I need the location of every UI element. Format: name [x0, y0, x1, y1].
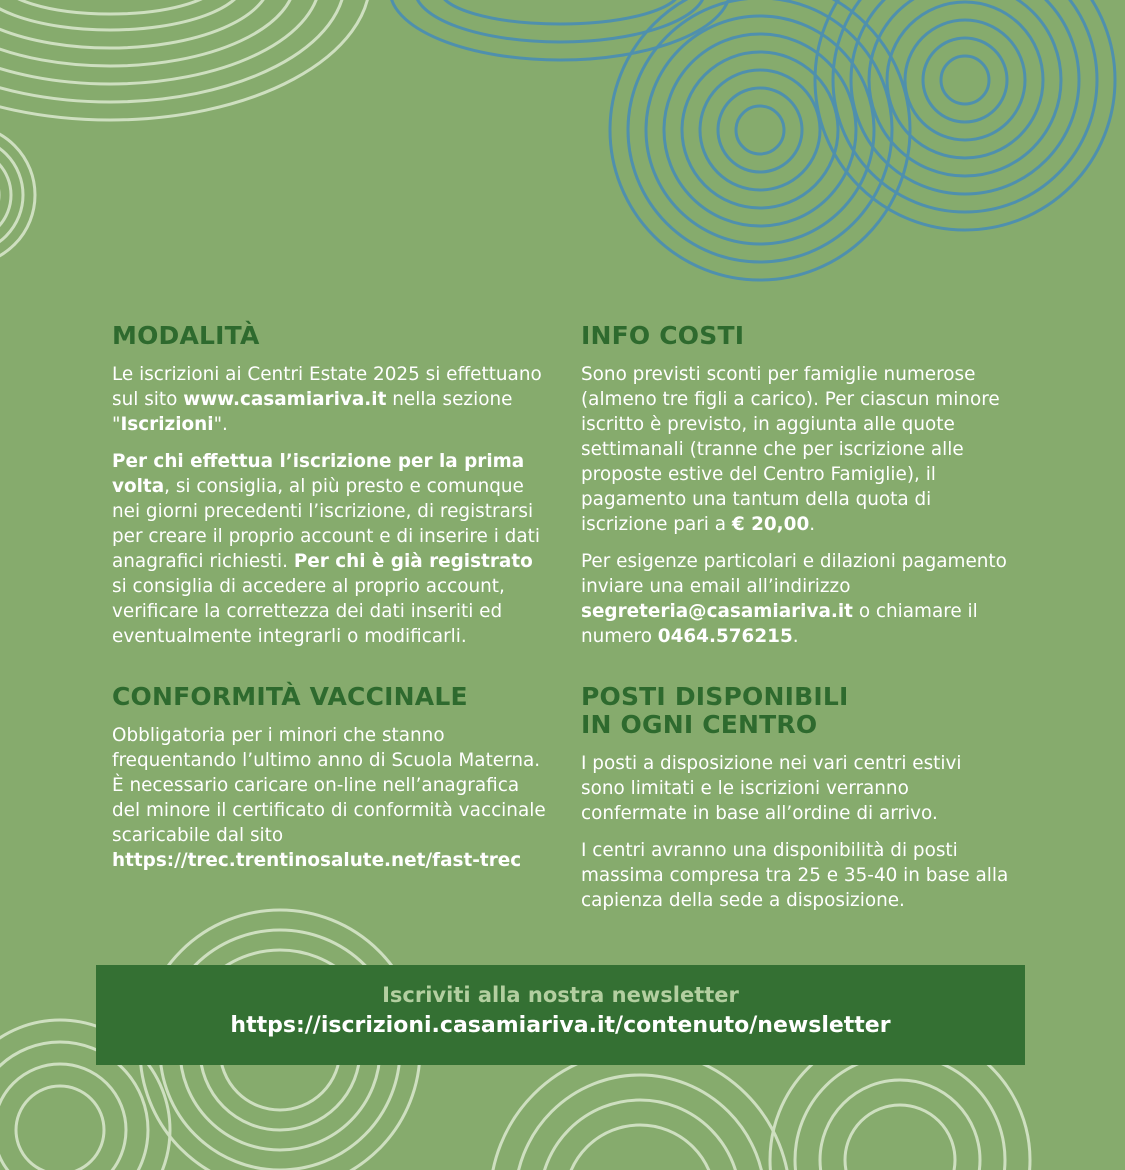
modalita-paragraph-1 — [112, 362, 552, 437]
website-link[interactable]: www.casamiariva.it — [183, 389, 387, 410]
section-vaccinale — [112, 683, 552, 873]
posti-heading — [581, 683, 1011, 739]
text-span: si consiglia di accedere al proprio account, verificare la correttezza dei dati inseriti ed eventualmente integrarli o modificarli. — [112, 576, 505, 647]
costi-paragraph-2 — [581, 549, 1011, 649]
costi-heading: INFO COSTI — [581, 321, 745, 350]
text-span: o chiamare il numero — [581, 601, 978, 647]
vaccinale-heading: CONFORMITÀ VACCINALE — [112, 682, 468, 711]
swirl-top-left — [0, 0, 370, 265]
vaccinale-paragraph — [112, 723, 552, 873]
text-span: Sono previsti sconti per famiglie numerose (almeno tre figli a carico). Per ciascun minore iscritto è previsto, in aggiunta alle quote settimanali (tranne che per iscrizione alle proposte estive del Centro Famiglie), il pagamento una tantum della quota di iscrizione pari a — [581, 364, 1000, 535]
section-posti — [581, 683, 1011, 913]
text-span: . — [792, 626, 799, 647]
modalita-heading: MODALITÀ — [112, 321, 260, 350]
newsletter-title: Iscriviti alla nostra newsletter — [382, 983, 739, 1007]
fee-amount: € 20,00 — [731, 514, 810, 535]
section-modalita — [112, 322, 552, 649]
email-link[interactable]: segreteria@casamiariva.it — [581, 601, 853, 622]
newsletter-banner — [96, 965, 1025, 1065]
modalita-paragraph-2 — [112, 449, 552, 649]
right-column — [581, 322, 1011, 913]
text-span: . — [809, 514, 816, 535]
section-name: Iscrizioni — [120, 414, 214, 435]
left-column — [112, 322, 552, 873]
newsletter-link[interactable]: https://iscrizioni.casamiariva.it/contenuto/newsletter — [230, 1013, 891, 1038]
text-span: Per esigenze particolari e dilazioni pagamento inviare una email all’indirizzo — [581, 551, 1007, 597]
posti-paragraph-2: I centri avranno una disponibilità di posti massima compresa tra 25 e 35-40 in base alla capienza della sede a disposizione. — [581, 840, 1009, 911]
text-span: , si consiglia, al più presto e comunque nei giorni precedenti l’iscrizione, di registrarsi per creare il proprio account e di inserire i dati anagrafici richiesti. — [112, 476, 540, 572]
costi-paragraph-1 — [581, 362, 1011, 537]
text-span: nella sezione " — [112, 389, 513, 435]
phone-number[interactable]: 0464.576215 — [657, 626, 793, 647]
emphasis: Per chi effettua l’iscrizione per la prima volta — [112, 451, 525, 497]
trec-link[interactable]: https://trec.trentinosalute.net/fast-trec — [112, 850, 522, 871]
heading-line: IN OGNI CENTRO — [581, 710, 818, 739]
text-span: Obbligatoria per i minori che stanno frequentando l’ultimo anno di Scuola Materna. È necessario caricare on-line nell’anagrafica del minore il certificato di conformità vaccinale scaricabile dal sito — [112, 725, 546, 846]
heading-line: POSTI DISPONIBILI — [581, 682, 849, 711]
text-span: Le iscrizioni ai Centri Estate 2025 si effettuano sul sito — [112, 364, 542, 410]
posti-paragraph-1: I posti a disposizione nei vari centri estivi sono limitati e le iscrizioni verranno confermate in base all’ordine di arrivo. — [581, 753, 962, 824]
section-costi — [581, 322, 1011, 649]
text-span: ". — [213, 414, 228, 435]
emphasis: Per chi è già registrato — [293, 551, 533, 572]
swirl-top-right — [390, 0, 1115, 280]
